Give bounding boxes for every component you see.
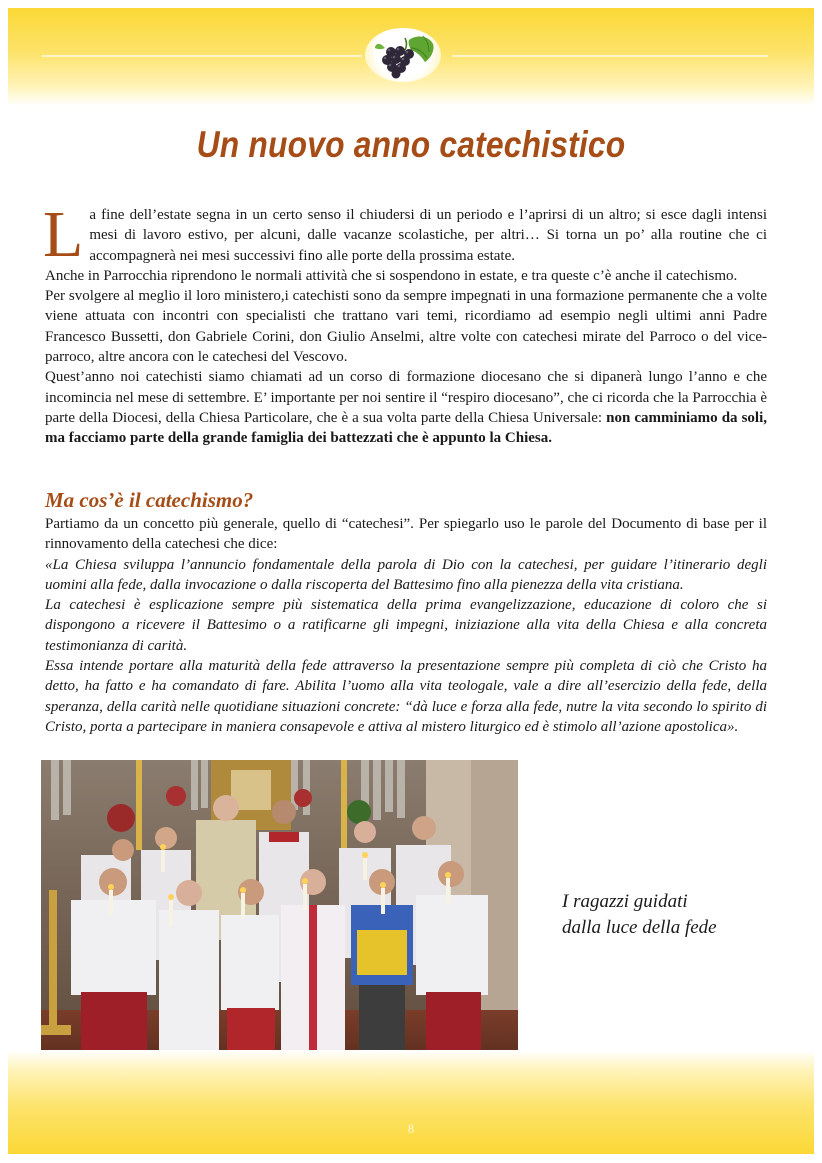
group-photo — [41, 760, 518, 1095]
intro-paragraph-1-text: a fine dell’estate segna in un certo senso il chiudersi di un periodo e l’aprirsi di un altro; si esce dagli intensi mesi di lavoro estivo, per alcuni, dalle vacanze scolastiche, per altri… Si torna un po’ alla routine che ci accompagnerà nei mesi successivi fino alle porte della prossima estate. — [89, 207, 767, 264]
photo-caption-line-1: I ragazzi guidati — [562, 891, 688, 912]
footer-band — [8, 1050, 814, 1154]
photo-caption-line-2: dalla luce della fede — [562, 917, 717, 938]
section-heading: Ma cos’è il catechismo? — [45, 488, 254, 512]
page-number: 8 — [407, 1121, 415, 1136]
intro-paragraph-4-bold: non camminiamo da soli, ma facciamo parte della grande famiglia dei battezzati che è appunto la Chiesa. — [45, 409, 767, 447]
grapes-icon — [365, 28, 441, 82]
intro-text — [43, 198, 767, 449]
intro-paragraph-4-text: Quest’anno noi catechisti siamo chiamati ad un corso di formazione diocesano che si dipanerà lungo l’anno e che incomincia nel mese di settembre. E’ importante per noi sentire il “respiro diocesano”, che ci ricorda che la Parrocchia è parte della Diocesi, della Chiesa Particolare, che è a sua volta parte della Chiesa Universale: — [45, 369, 767, 426]
dropcap: L — [43, 198, 84, 271]
section-paragraph-1: Partiamo da un concetto più generale, quello di “catechesi”. Per spiegarlo uso le parole del Documento di base per il rinnovamento della catechesi che dice: — [45, 516, 767, 553]
header-rule-right — [452, 55, 768, 57]
intro-paragraph-4 — [45, 367, 767, 448]
header-rule-left — [42, 55, 362, 57]
section-text — [45, 514, 767, 737]
intro-paragraph-1 — [43, 198, 767, 271]
quote-paragraph-2: La catechesi è esplicazione sempre più sistematica della prima evangelizzazione, educazione di coloro che si dispongono a ricevere il Battesimo o a ratificarne gli impegni, iniziazione alla vita della Chiesa e alla concreta testimonianza di carità. — [45, 597, 767, 654]
quote-paragraph-1: «La Chiesa sviluppa l’annuncio fondamentale della parola di Dio con la catechesi, per guidare l’itinerario degli uomini alla fede, dalla invocazione o dalla riscoperta del Battesimo fino alla pienezza della vita cristiana. — [45, 556, 767, 593]
intro-paragraph-3: Per svolgere al meglio il loro ministero,i catechisti sono da sempre impegnati in una formazione permanente che a volte viene attuata con incontri con specialisti che trattano vari temi, ricordiamo ad esempio negli ultimi anni Padre Francesco Bussetti, don Gabriele Corini, don Giulio Anselmi, altre volte con catechesi mirate del Parroco o del vice-parroco, altre ancora con le catechesi del Vescovo. — [45, 288, 767, 366]
intro-paragraph-2: Anche in Parrocchia riprendono le normali attività che si sospendono in estate, e tra queste c’è anche il catechismo. — [45, 267, 738, 284]
quote-paragraph-3: Essa intende portare alla maturità della fede attraverso la presentazione sempre più completa di ciò che Cristo ha detto, ha fatto e ha comandato di fare. Abilita l’uomo alla vita teologale, vale a dire all’esercizio della fede, della speranza, della carità nelle quotidiane situazioni concrete: “dà luce e forza alla fede, nutre la vita secondo lo spirito di Cristo, porta a partecipare in maniera consapevole e attiva al mistero liturgico ed è stimolo all’azione apostolica». — [45, 658, 767, 735]
photo-caption — [562, 889, 717, 941]
page-title: Un nuovo anno catechistico — [196, 124, 626, 165]
